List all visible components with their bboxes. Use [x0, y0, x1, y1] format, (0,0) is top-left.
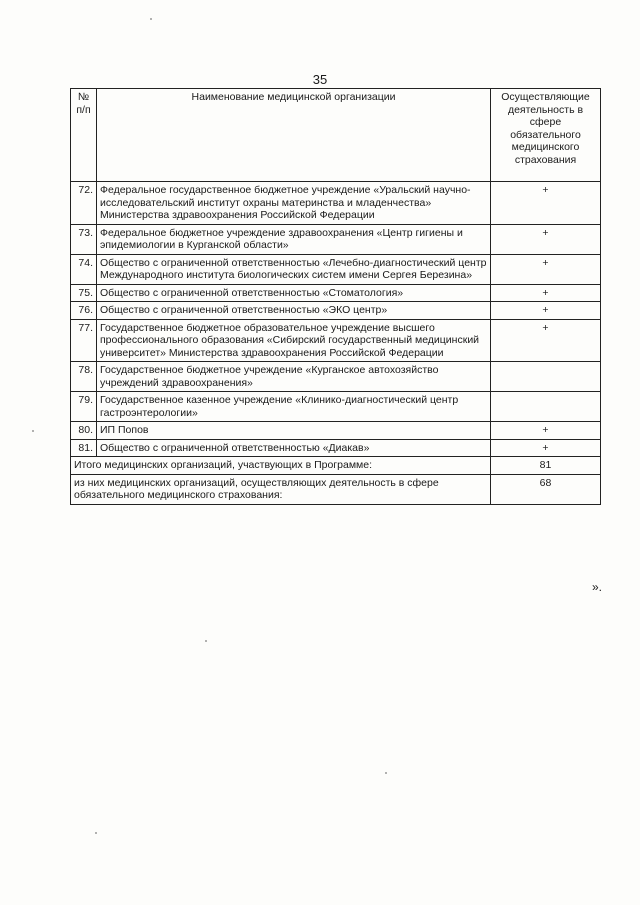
scan-speck — [95, 832, 97, 834]
row-name: Государственное бюджетное учреждение «Курганское автохозяйство учреждений здравоохранения» — [97, 362, 491, 392]
row-name: Федеральное государственное бюджетное учреждение «Уральский научно-исследовательский институт охраны материнства и младенчества» Министерства здравоохранения Российской Федерации — [97, 182, 491, 225]
closing-quote-mark: ». — [592, 580, 603, 594]
table-header-row — [71, 89, 601, 182]
scan-speck — [385, 772, 387, 774]
row-oms-flag: + — [491, 182, 601, 225]
table-row — [71, 284, 601, 302]
table-row — [71, 439, 601, 457]
row-number: 79. — [71, 392, 97, 422]
row-name: Общество с ограниченной ответственностью «ЭКО центр» — [97, 302, 491, 320]
table-row — [71, 254, 601, 284]
row-number: 72. — [71, 182, 97, 225]
scan-speck — [205, 640, 207, 642]
row-oms-flag: + — [491, 224, 601, 254]
row-number: 74. — [71, 254, 97, 284]
row-number: 77. — [71, 319, 97, 362]
scan-speck — [32, 430, 34, 432]
table-row — [71, 392, 601, 422]
row-name: Федеральное бюджетное учреждение здравоохранения «Центр гигиены и эпидемиологии в Курганской области» — [97, 224, 491, 254]
row-name: Государственное бюджетное образовательное учреждение высшего профессионального образования «Сибирский государственный медицинский университет» Министерства здравоохранения Российской Федерации — [97, 319, 491, 362]
header-oms — [491, 89, 601, 182]
row-oms-flag: + — [491, 422, 601, 440]
table-row — [71, 302, 601, 320]
row-number: 75. — [71, 284, 97, 302]
row-name: Общество с ограниченной ответственностью «Лечебно-диагностический центр Международного института биологических систем имени Сергея Березина» — [97, 254, 491, 284]
table-row — [71, 422, 601, 440]
total-oms-value: 68 — [491, 474, 601, 504]
page-number: 35 — [312, 72, 328, 87]
row-number: 76. — [71, 302, 97, 320]
table-row — [71, 182, 601, 225]
table-row — [71, 362, 601, 392]
scan-speck — [150, 18, 152, 20]
row-name: Государственное казенное учреждение «Клинико-диагностический центр гастроэнтерологии» — [97, 392, 491, 422]
row-oms-flag — [491, 392, 601, 422]
row-oms-flag — [491, 362, 601, 392]
header-number — [71, 89, 97, 182]
total-oms-label: из них медицинских организаций, осуществляющих деятельность в сфере обязательного медицинского страхования: — [71, 474, 491, 504]
row-number: 80. — [71, 422, 97, 440]
row-number: 81. — [71, 439, 97, 457]
total-row — [71, 457, 601, 475]
row-oms-flag: + — [491, 284, 601, 302]
row-number: 78. — [71, 362, 97, 392]
total-row-oms — [71, 474, 601, 504]
organizations-table — [70, 88, 601, 505]
header-number-label: № п/п — [76, 91, 91, 116]
total-label: Итого медицинских организаций, участвующих в Программе: — [71, 457, 491, 475]
header-oms-label: Осуществляющие деятельность в сфере обязательного медицинского страхования — [501, 91, 590, 166]
table-body — [71, 182, 601, 505]
row-oms-flag: + — [491, 254, 601, 284]
header-name-label: Наименование медицинской организации — [191, 91, 396, 103]
total-value: 81 — [491, 457, 601, 475]
header-name — [97, 89, 491, 182]
row-name: ИП Попов — [97, 422, 491, 440]
row-name: Общество с ограниченной ответственностью «Стоматология» — [97, 284, 491, 302]
row-oms-flag: + — [491, 319, 601, 362]
row-name: Общество с ограниченной ответственностью «Диакав» — [97, 439, 491, 457]
row-oms-flag: + — [491, 439, 601, 457]
row-number: 73. — [71, 224, 97, 254]
row-oms-flag: + — [491, 302, 601, 320]
table-row — [71, 319, 601, 362]
table-row — [71, 224, 601, 254]
